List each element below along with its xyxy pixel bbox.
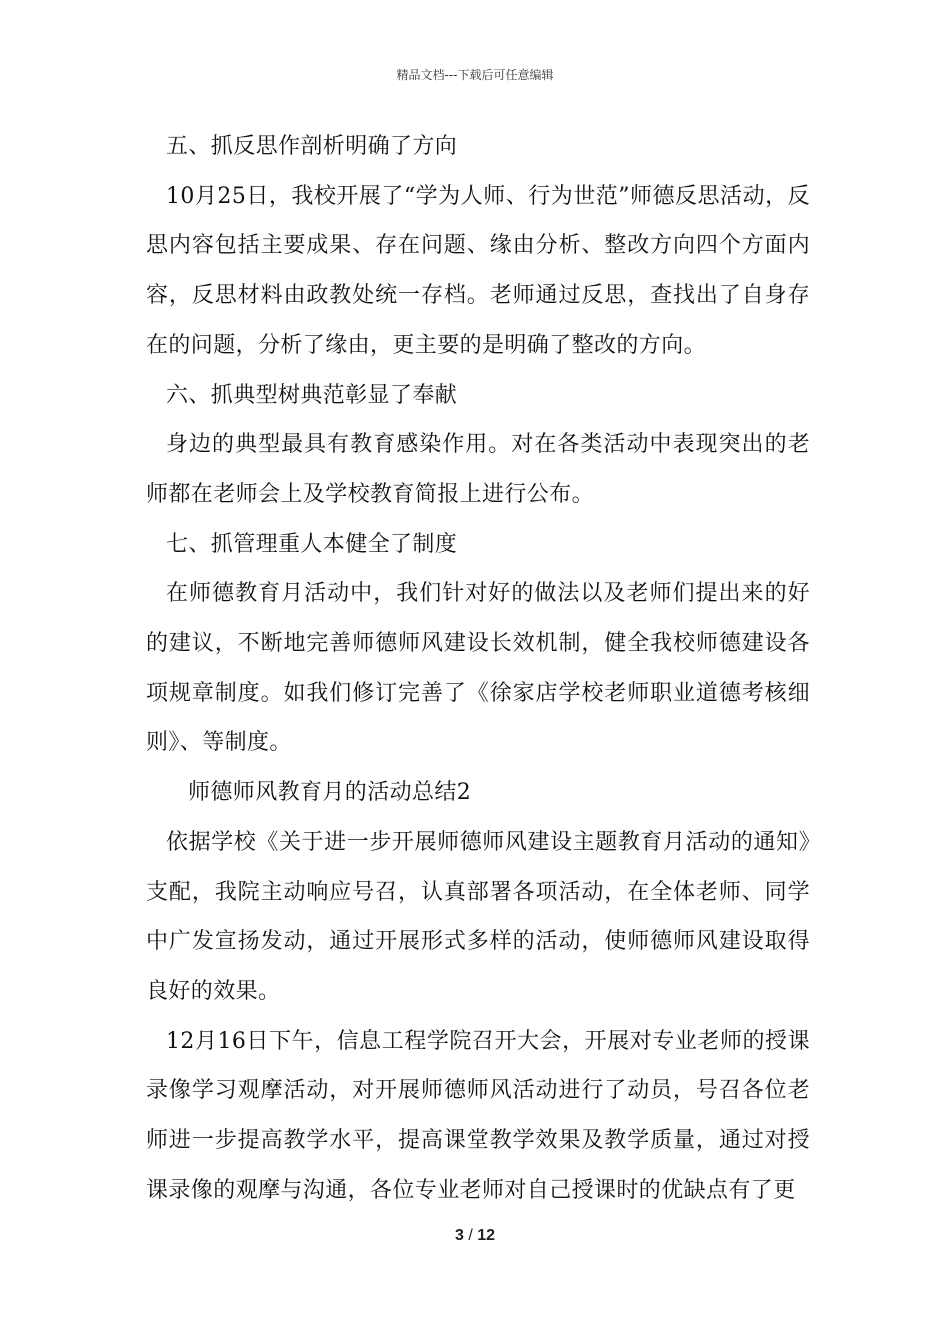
- page-separator: /: [468, 1227, 473, 1244]
- page-header: 精品文档---下载后可任意编辑: [396, 68, 554, 82]
- section-heading-5: 五、抓反思作剖析明确了方向: [166, 134, 458, 159]
- page-number: [0, 1227, 950, 1245]
- summary-title-2: 师德师风教育月的活动总结2: [188, 780, 472, 806]
- paragraph-models: 身边的典型最具有教育感染作用。对在各类活动中表现突出的老师都在老师会上及学校教育简报上进行公布。: [146, 432, 810, 507]
- document-body: [146, 122, 810, 1215]
- paragraph-meeting: 12月16日下午，信息工程学院召开大会，开展对专业老师的授课录像学习观摩活动，对开展师德师风活动进行了动员，号召各位老师进一步提高教学水平，提高课堂教学效果及教学质量，通过对授课录像的观摩与沟通，各位专业老师对自己授课时的优缺点有了更: [146, 1028, 810, 1203]
- paragraph-management: 在师德教育月活动中，我们针对好的做法以及老师们提出来的好的建议，不断地完善师德师风建设长效机制，健全我校师德建设各项规章制度。如我们修订完善了《徐家店学校老师职业道德考核细则》、等制度。: [146, 581, 810, 756]
- paragraph-reflection: 10月25日，我校开展了“学为人师、行为世范”师德反思活动，反思内容包括主要成果、存在问题、缘由分析、整改方向四个方面内容，反思材料由政教处统一存档。老师通过反思，查找出了自身存在的问题，分析了缘由，更主要的是明确了整改的方向。: [146, 183, 810, 358]
- paragraph-notice: 依据学校《关于进一步开展师德师风建设主题教育月活动的通知》支配，我院主动响应号召，认真部署各项活动，在全体老师、同学中广发宣扬发动，通过开展形式多样的活动，使师德师风建设取得良好的效果。: [146, 829, 810, 1004]
- section-heading-7: 七、抓管理重人本健全了制度: [166, 531, 458, 557]
- section-heading-6: 六、抓典型树典范彰显了奉献: [166, 382, 458, 408]
- current-page: 3: [454, 1227, 464, 1244]
- total-pages: 12: [477, 1227, 496, 1244]
